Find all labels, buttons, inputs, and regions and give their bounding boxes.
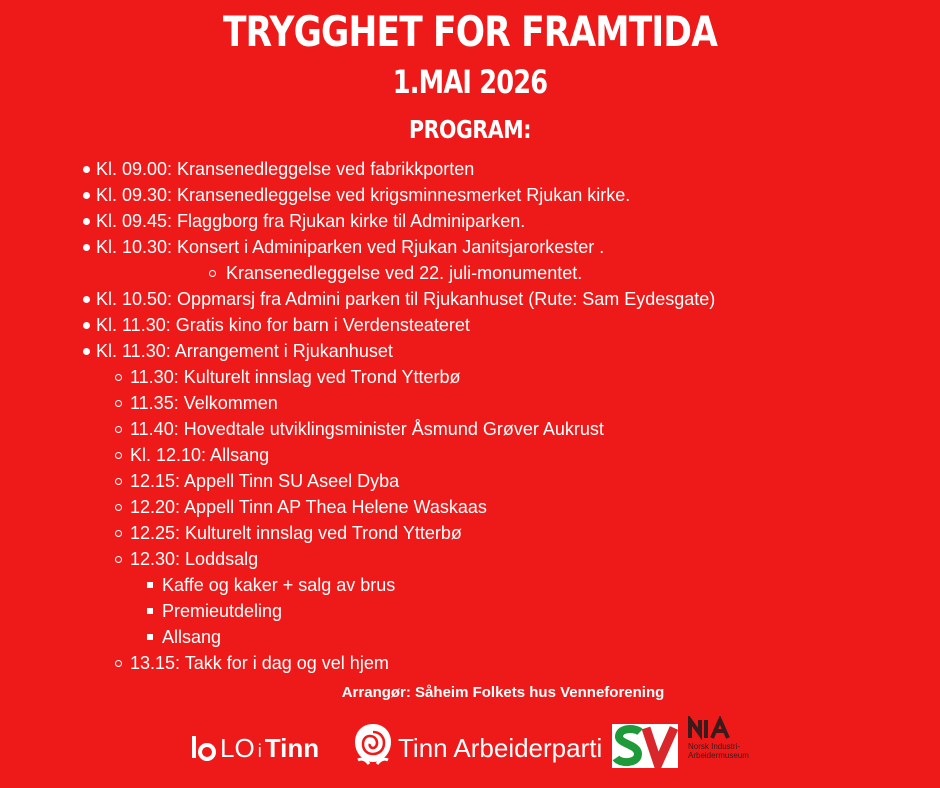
schedule-item-text: Kaffe og kaker + salg av brus xyxy=(162,575,396,595)
organizer-text: Arrangør: Såheim Folkets hus Venneforening xyxy=(341,684,665,701)
schedule-item-text: 11.35: Velkommen xyxy=(130,393,278,413)
schedule-item-text: 12.30: Loddsalg xyxy=(130,549,259,569)
schedule-item-text: Kl. 09.30: Kransenedleggelse ved krigsminnesmerket Rjukan kirke. xyxy=(96,185,631,205)
schedule-item-text: 12.15: Appell Tinn SU Aseel Dyba xyxy=(130,471,400,491)
schedule-item-text: Kl. 12.10: Allsang xyxy=(130,445,270,465)
schedule-item-text: Kl. 11.30: Gratis kino for barn i Verdensteateret xyxy=(96,315,470,335)
program-heading: PROGRAM: xyxy=(408,115,532,144)
nia-line2: Arbeidermuseum xyxy=(688,751,749,760)
schedule-item-text: Allsang xyxy=(162,627,222,647)
schedule-item-text: 12.25: Kulturelt innslag ved Trond Ytterbø xyxy=(130,523,462,543)
schedule-item-text: Kl. 09.45: Flaggborg fra Rjukan kirke til Adminiparken. xyxy=(96,211,526,231)
schedule-item-text: 11.40: Hovedtale utviklingsminister Åsmund Grøver Aukrust xyxy=(130,419,604,439)
nia-icon xyxy=(688,716,732,740)
poster-date: 1.MAI 2026 xyxy=(392,63,548,101)
sv-icon xyxy=(612,724,678,768)
lo-icon xyxy=(190,732,218,766)
tinn-ap-label: Tinn Arbeiderparti xyxy=(398,733,603,763)
schedule-item-text: Kransenedleggelse ved 22. juli-monumentet. xyxy=(226,263,583,283)
sv-logo xyxy=(612,724,678,768)
schedule-item-text: Kl. 11.30: Arrangement i Rjukanhuset xyxy=(96,341,393,361)
poster-title: TRYGGHET FOR FRAMTIDA xyxy=(222,7,718,56)
nia-line1: Norsk Industri- xyxy=(688,742,741,751)
schedule-item-text: Kl. 10.50: Oppmarsj fra Admini parken til Rjukanhuset (Rute: Sam Eydesgate) xyxy=(96,289,716,309)
schedule-item-text: Kl. 09.00: Kransenedleggelse ved fabrikkporten xyxy=(96,159,475,179)
lo-i-label: i xyxy=(257,741,262,761)
schedule-item-text: 11.30: Kulturelt innslag ved Trond Ytterbø xyxy=(130,367,461,387)
schedule-item-text: Premieutdeling xyxy=(162,601,283,621)
nia-logo xyxy=(688,716,768,776)
schedule-item-text: 12.20: Appell Tinn AP Thea Helene Waskaas xyxy=(130,497,487,517)
lo-label: LO xyxy=(220,733,255,763)
rose-icon xyxy=(352,720,394,770)
schedule-item-text: 13.15: Takk for i dag og vel hjem xyxy=(130,653,389,673)
lo-tinn-label: Tinn xyxy=(264,733,320,763)
sponsor-logos xyxy=(0,712,940,782)
schedule-item-text: Kl. 10.30: Konsert i Adminiparken ved Rjukan Janitsjarorkester . xyxy=(96,237,605,257)
